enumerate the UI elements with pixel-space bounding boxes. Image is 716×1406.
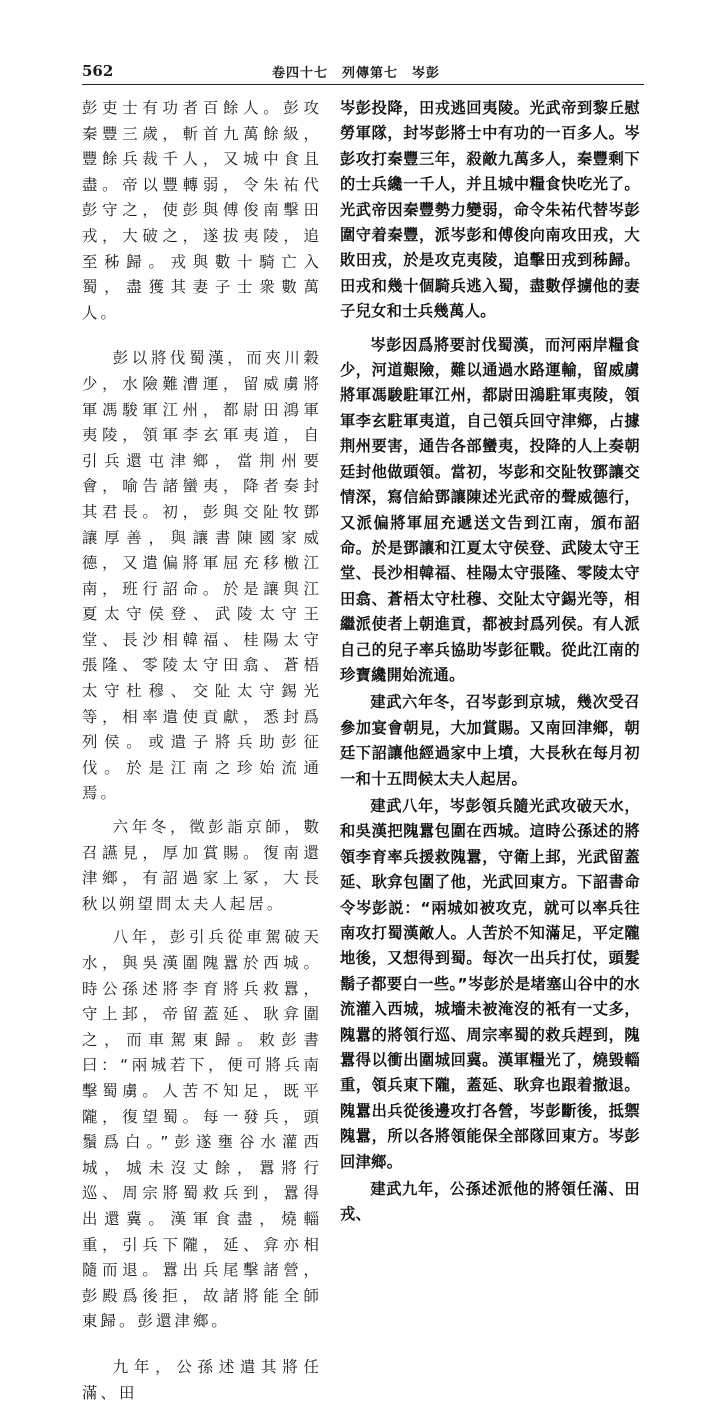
translation-text-column [340, 96, 640, 1224]
page-header [82, 56, 644, 85]
translation-paragraph: 建武六年冬，召岑彭到京城，幾次受召參加宴會朝見，大加賞賜。又南回津鄉，朝廷下詔讓他經過家中上墳，大長秋在每月初一和十五問候太夫人起居。 [340, 693, 640, 788]
translation-paragraph: 建武八年，岑彭領兵隨光武攻破天水，和吳漢把隗囂包圍在西城。這時公孫述的將領李育率兵援救隗囂，守衛上邽，光武留蓋延、耿弇包圍了他，光武回東方。下詔書命令岑彭説：“兩城如被攻克，就可以率兵往南攻打蜀漢敵人。人苦於不知滿足，平定隴地後，又想得到蜀。每次一出兵打仗，頭髮鬍子都要白一些。”岑彭於是堵塞山谷中的水流灌入西城，城墻未被淹沒的衹有一丈多，隗囂的將領行巡、周宗率蜀的救兵趕到，隗囂得以衝出圍城回冀。漢軍糧光了，燒毀輜重，領兵東下隴，蓋延、耿弇也跟着撤退。隗囂出兵從後邊攻打各營，岑彭斷後，抵禦隗囂，所以各將領能保全部隊回東方。岑彭回津鄉。 [340, 796, 640, 1171]
translation-paragraph: 岑彭因爲將要討伐蜀漢，而河兩岸糧食少，河道艱險，難以通過水路運輸，留威虜將軍馮駿駐軍江州，都尉田鴻駐軍夷陵，領軍李玄駐軍夷道，自己領兵回守津鄉，占據荆州要害，通告各部蠻夷，投降的人上奏朝廷封他做頭領。當初，岑彭和交阯牧鄧讓交情深，寫信給鄧讓陳述光武帝的聲威德行，又派偏將軍屈充遞送文告到江南，頒布詔命。於是鄧讓和江夏太守侯登、武陵太守王堂、長沙相韓福、桂陽太守張隆、零陵太守田翕、蒼梧太守杜穆、交阯太守錫光等，相繼派使者上朝進貢，都被封爲列侯。有人派自己的兒子率兵協助岑彭征戰。從此江南的珍寶纔開始流通。 [340, 335, 640, 684]
page-number: 562 [82, 62, 114, 80]
classical-text-column [82, 96, 322, 1402]
classical-paragraph: 九年，公孫述遣其將任滿、田 [82, 1357, 322, 1402]
translation-paragraph: 建武九年，公孫述派他的將領任滿、田戎、 [340, 1180, 640, 1224]
translation-paragraph: 岑彭投降，田戎逃回夷陵。光武帝到黎丘慰勞軍隊，封岑彭將士中有功的一百多人。岑彭攻打秦豐三年，殺敵九萬多人，秦豐剩下的士兵纔一千人，并且城中糧食快吃光了。光武帝因秦豐勢力變弱，命令朱祐代替岑彭圍守着秦豐，派岑彭和傅俊向南攻田戎，大敗田戎，於是攻克夷陵，追擊田戎到秭歸。田戎和幾十個騎兵逃入蜀，盡數俘擄他的妻子兒女和士兵幾萬人。 [340, 99, 640, 321]
running-head: 卷四十七 列傳第七 岑彭 [272, 66, 441, 81]
classical-paragraph: 六年冬，徵彭詣京師，數召讌見，厚加賞賜。復南還津鄉，有詔過家上冢，大長秋以朔望問太夫人起居。 [82, 818, 322, 913]
classical-paragraph: 彭吏士有功者百餘人。彭攻秦豐三歲，斬首九萬餘級，豐餘兵裁千人，又城中食且盡。帝以豐轉弱，令朱祐代彭守之，使彭與傅俊南擊田戎，大破之，遂拔夷陵，追至秭歸。戎與數十騎亡入蜀，盡獲其妻子士衆數萬人。 [82, 99, 322, 322]
classical-paragraph: 八年，彭引兵從車駕破天水，與吳漢圍隗囂於西城。時公孫述將李育將兵救囂，守上邽，帝留蓋延、耿弇圍之，而車駕東歸。敕彭書曰：“兩城若下，便可將兵南擊蜀虜。人苦不知足，既平隴，復望蜀。每一發兵，頭鬚爲白。”彭遂壅谷水灌西城，城未沒丈餘，囂將行巡、周宗將蜀救兵到，囂得出還冀。漢軍食盡，燒輜重，引兵下隴，延、弇亦相隨而退。囂出兵尾擊諸營，彭殿爲後拒，故諸將能全師東歸。彭還津鄉。 [82, 928, 322, 1331]
classical-paragraph: 彭以將伐蜀漢，而夾川穀少，水險難漕運，留威虜將軍馮駿軍江州，都尉田鴻軍夷陵，領軍李玄軍夷道，自引兵還屯津鄉，當荆州要會，喻告諸蠻夷，降者奏封其君長。初，彭與交阯牧鄧讓厚善，與讓書陳國家威德，又遣偏將軍屈充移檄江南，班行詔命。於是讓與江夏太守侯登、武陵太守王堂、長沙相韓福、桂陽太守張隆、零陵太守田翕、蒼梧太守杜穆、交阯太守錫光等，相率遣使貢獻，悉封爲列侯。或遣子將兵助彭征伐。於是江南之珍始流通焉。 [82, 349, 322, 803]
